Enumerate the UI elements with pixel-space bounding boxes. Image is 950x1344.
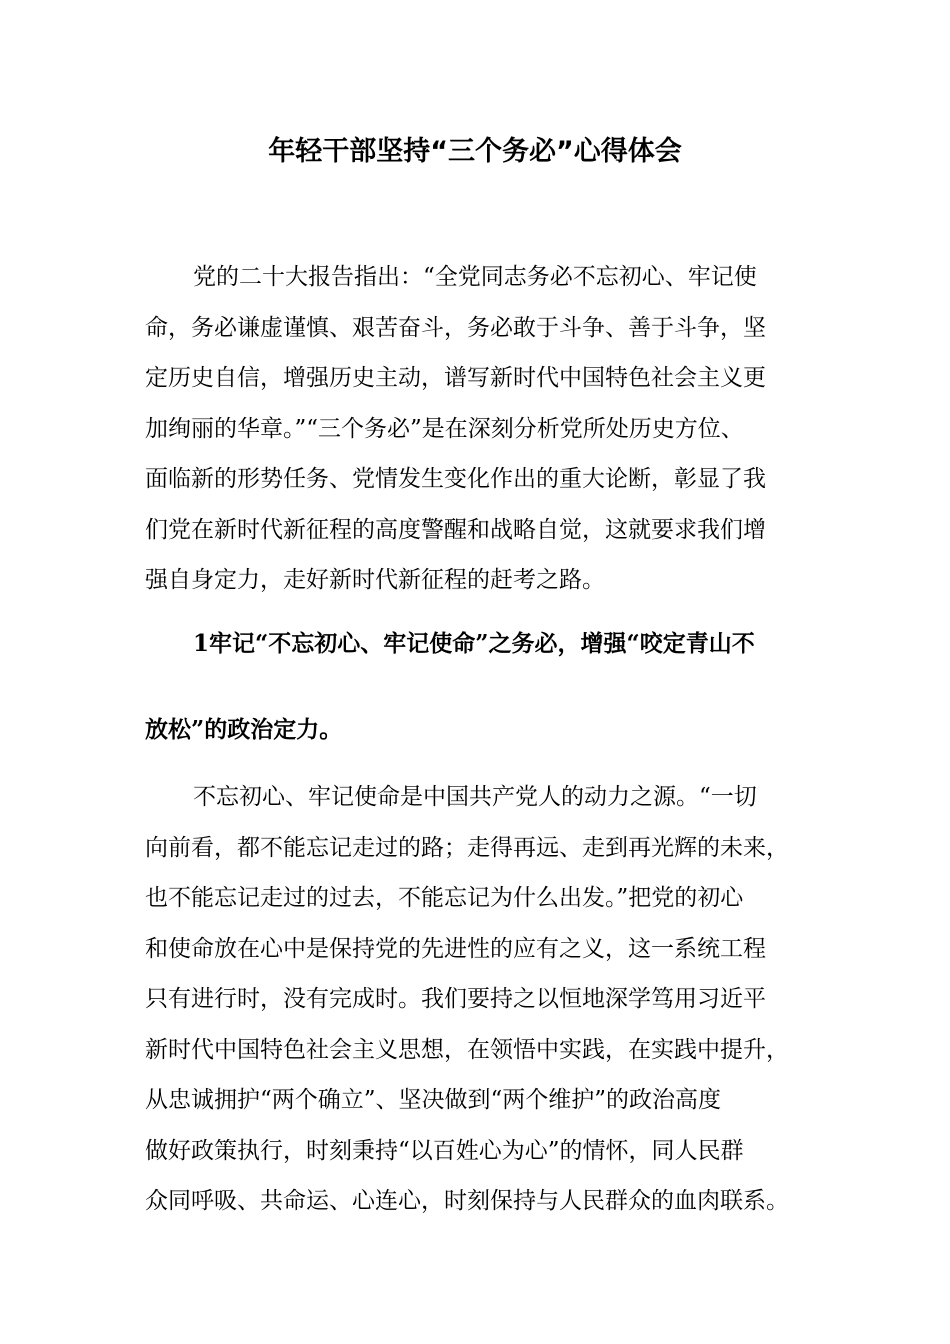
paragraph-line: 只有进行时，没有完成时。我们要持之以恒地深学笃用习近平: [145, 986, 766, 1012]
paragraph-line: 不忘初心、牢记使命是中国共产党人的动力之源。“一切: [193, 784, 757, 810]
paragraph-line: 面临新的形势任务、党情发生变化作出的重大论断，彰显了我: [145, 466, 766, 492]
paragraph-line: 党的二十大报告指出：“全党同志务必不忘初心、牢记使: [193, 264, 757, 290]
paragraph-line: 命，务必谦虚谨慎、艰苦奋斗，务必敢于斗争、善于斗争，坚: [145, 314, 766, 341]
paragraph-line: 和使命放在心中是保持党的先进性的应有之义，这一系统工程: [145, 935, 766, 962]
paragraph-line: 新时代中国特色社会主义思想，在领悟中实践，在实践中提升，: [145, 1036, 789, 1063]
heading-line: 1牢记“不忘初心、牢记使命”之务必，增强“咬定青山不: [193, 630, 755, 657]
paragraph-body: [145, 772, 815, 1227]
paragraph-line: 强自身定力，走好新时代新征程的赶考之路。: [145, 567, 605, 593]
paragraph-line: 加绚丽的华章。”“三个务必”是在深刻分析党所处历史方位、: [145, 415, 744, 442]
paragraph-line: 众同呼吸、共命运、心连心，时刻保持与人民群众的血肉联系。: [145, 1188, 789, 1214]
paragraph-line: 从忠诚拥护“两个确立”、坚决做到“两个维护”的政治高度: [145, 1087, 722, 1113]
paragraph-line: 们党在新时代新征程的高度警醒和战略自觉，这就要求我们增: [145, 516, 766, 543]
paragraph-intro: [145, 252, 815, 606]
paragraph-line: 做好政策执行，时刻秉持“以百姓心为心”的情怀，同人民群: [145, 1137, 744, 1164]
paragraph-line: 向前看，都不能忘记走过的路；走得再远、走到再光辉的未来，: [145, 834, 789, 861]
document-title: 年轻干部坚持“三个务必”心得体会: [268, 136, 682, 167]
heading-line: 放松”的政治定力。: [145, 716, 343, 743]
section-heading: [145, 601, 815, 773]
paragraph-line: 也不能忘记走过的过去，不能忘记为什么出发。”把党的初心: [145, 885, 744, 911]
paragraph-line: 定历史自信，增强历史主动，谱写新时代中国特色社会主义更: [145, 365, 766, 391]
